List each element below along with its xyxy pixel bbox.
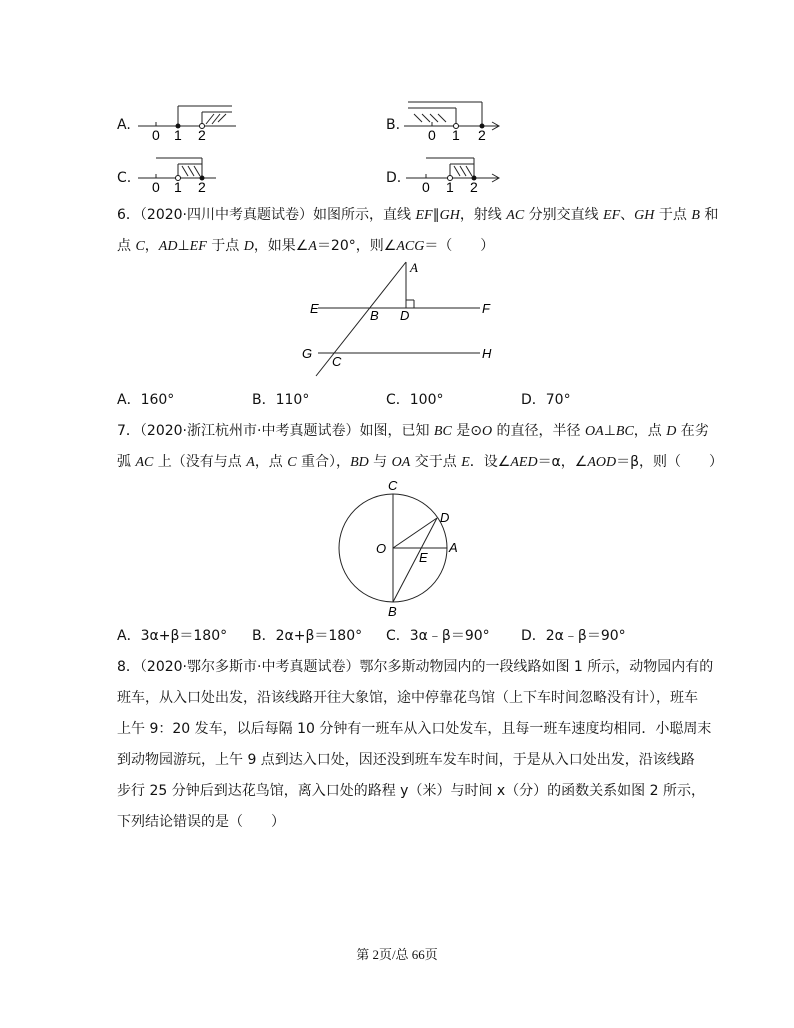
- q5-option-d-label: D.: [386, 170, 402, 186]
- q5-option-c-label: C.: [117, 170, 132, 186]
- q6-line-1: 6．（2020·四川中考真题试卷）如图所示，直线 EF∥GH，射线 AC 分别交直线 EF、GH 于点 B 和: [117, 207, 719, 223]
- q7-option-c: C．3α﹣β＝90°: [386, 628, 490, 644]
- q7-option-b: B．2α+β＝180°: [252, 628, 363, 644]
- tick-label: 2: [470, 179, 478, 194]
- q7-option-a: A．3α+β＝180°: [117, 628, 228, 644]
- label-b: B: [388, 604, 397, 618]
- tick-label: 0: [422, 179, 430, 194]
- label-e: E: [419, 550, 428, 565]
- label-c: C: [332, 354, 342, 369]
- q7-option-d: D．2α﹣β＝90°: [521, 628, 626, 644]
- q5-option-b-label: B.: [386, 117, 401, 133]
- q5-option-a-label: A.: [117, 117, 131, 133]
- tick-label: 0: [152, 127, 160, 142]
- label-e: E: [310, 301, 319, 316]
- q6-option-c: C．100°: [386, 392, 444, 408]
- tick-label: 2: [198, 179, 206, 194]
- label-f: F: [482, 301, 490, 316]
- label-b: B: [370, 308, 379, 323]
- tick-label: 0: [152, 179, 160, 194]
- label-h: H: [482, 346, 492, 361]
- q8-line-6: 下列结论错误的是（ ）: [117, 814, 285, 830]
- q7-line-2: 弧 AC 上（没有与点 A，点 C 重合），BD 与 OA 交于点 E．设∠AED＝α，∠AOD＝β，则（ ）: [117, 454, 724, 470]
- tick-label: 0: [428, 127, 436, 142]
- label-a: A: [449, 540, 458, 555]
- q5-option-a-numberline: [136, 100, 246, 142]
- label-d: D: [400, 308, 410, 323]
- page-footer: 第 2页/总 66页: [356, 947, 438, 962]
- tick-label: 1: [446, 179, 454, 194]
- q6-option-a: A．160°: [117, 392, 175, 408]
- tick-label: 2: [198, 127, 206, 142]
- label-c: C: [388, 478, 398, 493]
- q5-option-b-numberline: [402, 98, 512, 142]
- q6-figure: [298, 258, 508, 378]
- q8-line-1: 8．（2020·鄂尔多斯市·中考真题试卷）鄂尔多斯动物园内的一段线路如图 1 所示，动物园内有的: [117, 659, 714, 675]
- label-a: A: [410, 260, 418, 275]
- q6-option-d: D．70°: [521, 392, 571, 408]
- tick-label: 1: [174, 179, 182, 194]
- tick-label: 2: [478, 127, 486, 142]
- q6-option-b: B．110°: [252, 392, 310, 408]
- q7-figure: [330, 476, 470, 618]
- q8-line-2: 班车，从入口处出发，沿该线路开往大象馆，途中停靠花鸟馆（上下车时间忽略没有计），班车: [117, 690, 698, 706]
- q8-line-4: 到动物园游玩，上午 9 点到达入口处，因还没到班车发车时间，于是从入口处出发，沿该线路: [117, 752, 695, 768]
- q8-line-3: 上午 9：20 发车，以后每隔 10 分钟有一班车从入口处发车，且每一班车速度均相同．小聪周末: [117, 721, 712, 737]
- q6-line-2: 点 C，AD⊥EF 于点 D，如果∠A＝20°，则∠ACG＝（ ）: [117, 238, 495, 254]
- label-g: G: [302, 346, 313, 361]
- q5-option-d-numberline: [404, 152, 514, 194]
- q5-option-c-numberline: [136, 152, 246, 194]
- label-o: O: [376, 541, 387, 556]
- q7-line-1: 7．（2020·浙江杭州市·中考真题试卷）如图，已知 BC 是⊙O 的直径，半径 OA⊥BC，点 D 在劣: [117, 423, 709, 439]
- q8-line-5: 步行 25 分钟后到达花鸟馆，离入口处的路程 y（米）与时间 x（分）的函数关系如图 2 所示，: [117, 783, 705, 799]
- tick-label: 1: [174, 127, 182, 142]
- tick-label: 1: [452, 127, 460, 142]
- label-d: D: [440, 510, 450, 525]
